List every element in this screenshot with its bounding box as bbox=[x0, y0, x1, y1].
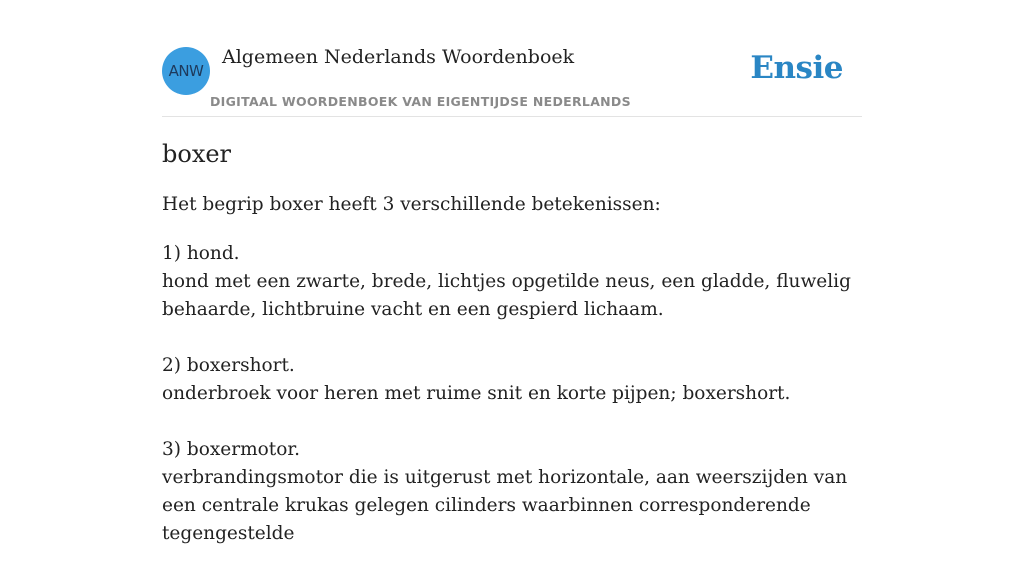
anw-logo[interactable]: ANW bbox=[162, 47, 210, 95]
site-title[interactable]: Algemeen Nederlands Woordenboek bbox=[222, 46, 575, 68]
definition-text: onderbroek voor heren met ruime snit en korte pijpen; boxershort. bbox=[162, 383, 791, 404]
definition-item bbox=[162, 352, 862, 408]
definition-heading: 2) boxershort. bbox=[162, 355, 295, 376]
ensie-logo[interactable]: Ensie bbox=[750, 50, 843, 86]
site-tagline: DIGITAAL WOORDENBOEK VAN EIGENTIJDSE NEDERLANDS bbox=[210, 94, 631, 109]
entry-word: boxer bbox=[162, 140, 232, 168]
definition-item bbox=[162, 436, 862, 548]
definitions-list bbox=[162, 240, 862, 576]
entry-intro: Het begrip boxer heeft 3 verschillende betekenissen: bbox=[162, 194, 661, 215]
definition-text: hond met een zwarte, brede, lichtjes opgetilde neus, een gladde, fluwelig behaarde, lichtbruine vacht en een gespierd lichaam. bbox=[162, 271, 851, 320]
definition-text: verbrandingsmotor die is uitgerust met horizontale, aan weerszijden van een centrale krukas gelegen cilinders waarbinnen corresponderende tegengestelde bbox=[162, 467, 848, 544]
definition-heading: 1) hond. bbox=[162, 243, 240, 264]
definition-heading: 3) boxermotor. bbox=[162, 439, 301, 460]
page bbox=[162, 0, 862, 544]
site-header bbox=[162, 0, 862, 117]
definition-item bbox=[162, 240, 862, 324]
